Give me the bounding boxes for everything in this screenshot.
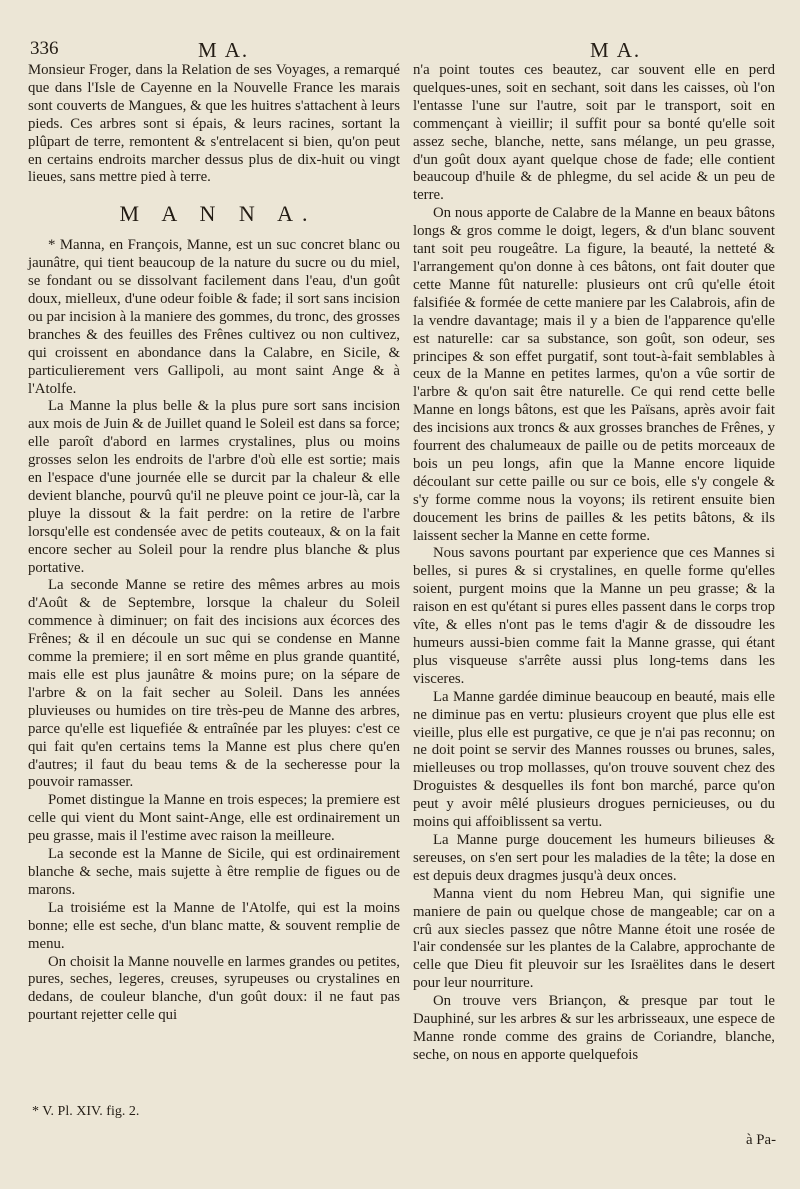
paragraph: La troisiéme est la Manne de l'Atolfe, qui est la moins bonne; elle est seche, d'un blanc matte, & souvent remplie de menu. (28, 899, 400, 952)
intro-paragraph: Monsieur Froger, dans la Relation de ses Voyages, a remarqué que dans l'Isle de Cayenne en la Nouvelle France les marais sont couverts de Mangues, & que les huitres s'attachent à leurs pieds. Ces arbres sont si épais, & leurs racines, sortant la plûpart de terre, remontent & s'entrelacent si bien, qu'on peut en certains endroits marcher dessus plus de dix-huit ou vingt lieues, sans mettre pied à terre. (28, 62, 400, 186)
paragraph: La seconde est la Manne de Sicile, qui est ordinairement blanche & seche, mais sujette à être remplie de figues ou de marons. (28, 846, 400, 898)
paragraph: La Manne gardée diminue beaucoup en beauté, mais elle ne diminue pas en vertu: plusieurs croyent que plus elle est vieille, plus elle est purgative, ce que je n'ai pas reconnu; on ne doit point se servir des Mannes rousses ou brunes, sales, mielleuses ou trop mollasses, qu'on trouve souvent chez des Droguistes & desquelles ils font bon marché, parce qu'on peut y avoir mêlé plusieurs drogues pernicieuses, ou du moins qui affoiblissent sa vertu. (413, 688, 775, 831)
paragraph: Nous savons pourtant par experience que ces Mannes si belles, si pures & si crystalines, en quelle forme qu'elles soient, purgent moins que la Manne un peu grasse; & la raison en est qu'étant si pures elles passent dans le corps trop vîte, & elles n'ont pas le tems d'agir & de dissoudre les humeurs aussi-bien comme fait la Manne grasse, qui étant plus visqueuse s'arrête aussi plus long-tems dans les visceres. (413, 545, 775, 687)
paragraph: La seconde Manne se retire des mêmes arbres au mois d'Août & de Septembre, lorsque la chaleur du Soleil commence à diminuer; on fait des incisions aux écorces des Frênes; & il en découle un suc qui se condense en Manne comme la premiere; il en sort même en plus grande quantité, mais elle est plus jaunâtre & moins pure; on la sépare de l'arbre & on la fait secher au Soleil. Dans les années pluvieuses ou humides on tire très-peu de Manne des arbres, parce qu'elle est liquefiée & entraînée par les pluyes: c'est ce qui fait qu'en certains tems la Manne est plus chere qu'en d'autres; il faut du beau tems & de la secheresse pour la pouvoir ramasser. (28, 577, 400, 791)
paragraph: Pomet distingue la Manne en trois especes; la premiere est celle qui vient du Mont saint-Ange, elle est ordinairement un peu grasse, mais il l'estime avec raison la meilleure. (28, 792, 400, 845)
running-head-left: M A. (198, 38, 250, 62)
running-head-right: M A. (590, 38, 642, 62)
paragraph: On choisit la Manne nouvelle en larmes grandes ou petites, pures, seches, legeres, creuses, syrupeuses ou crystalines en dedans, de couleur blanche, d'un goût doux: il ne faut pas pourtant rejetter celle qui (28, 953, 400, 1024)
paragraph: n'a point toutes ces beautez, car souvent elle en perd quelques-unes, soit en sechant, soit dans les caisses, où l'on l'entasse l'une sur l'autre, soit par le transport, soit en commençant à vieillir; il suffit pour sa bonté qu'elle soit assez seche, blanche, nette, sans mélange, un peu grasse, d'un goût doux ayant quelque chose de fade; elle contient beaucoup d'huile & de phlegme, du sel acide & un peu de terre. (413, 62, 775, 204)
paragraph: On nous apporte de Calabre de la Manne en beaux bâtons longs & gros comme le doigt, legers, & d'un blanc souvent tant soit peu rougeâtre. La figure, la beauté, la netteté & l'arrangement qu'on donne à ces bâtons, ont fait douter que cette Manne fût naturelle: plusieurs ont crû qu'elle étoit falsifiée & formée de cette maniere par les Calabrois, afin de la vendre davantage; mais il y a bien de l'apparence qu'elle est naturelle: car sa substance, son goût, son odeur, ses principes & son effet purgatif, sont tout-à-fait semblables à ceux de la Manne en petites larmes, qu'on a vûe sortir de l'arbre & qu'on sait être naturelle. Ce qui rend cette belle Manne en longs bâtons, est que les Païsans, après avoir fait des incisions aux troncs & aux grosses branches de Frênes, y fourrent des chalumeaux de paille ou de petits morceaux de bois un peu longs, afin que la Manne encore liquide découlant sur cette paille ou sur ce bois, elle s'y congele & s'y forme comme nous la voyons; ils retirent ensuite bien doucement les brins de pailles & les petits bâtons, & ils laissent secher la Manne en cette forme. (413, 205, 775, 544)
paragraph: La Manne purge doucement les humeurs bilieuses & sereuses, on s'en sert pour les maladies de la tête; la dose en est depuis deux dragmes jusqu'à deux onces. (413, 831, 775, 884)
paragraph: Manna vient du nom Hebreu Man, qui signifie une maniere de pain ou quelque chose de mangeable; car on a crû aux siecles passez que nôtre Manne étoit une rosée de l'air condensée sur les plantes de la Calabre, approchante de celle que Dieu fit pleuvoir sur les Israëlites dans le desert pour leur nourriture. (413, 885, 775, 992)
left-column (28, 62, 400, 1025)
page-number: 336 (30, 38, 59, 59)
paragraph: On trouve vers Briançon, & presque par tout le Dauphiné, sur les arbres & sur les arbrisseaux, une espece de Manne ronde comme des grains de Coriandre, blanche, seche, on nous en apporte quelquefois (413, 993, 775, 1063)
column-gutter (405, 70, 406, 1110)
footnote: * V. Pl. XIV. fig. 2. (32, 1104, 140, 1119)
paragraph: * Manna, en François, Manne, est un suc concret blanc ou jaunâtre, qui tient beaucoup de la nature du sucre ou du miel, se fondant ou se dissolvant facilement dans l'eau, d'un goût doux, mielleux, d'une odeur foible & fade; il sort sans incision ou par incision à la maniere des gommes, du tronc, des grosses branches & des feuilles des Frênes cultivez ou non cultivez, qui croissent en abondance dans la Calabre, en Sicile, & particulierement vers Gallipoli, au mont saint Ange & à l'Atolfe. (28, 237, 400, 397)
right-column (413, 62, 775, 1065)
paragraph: La Manne la plus belle & la plus pure sort sans incision aux mois de Juin & de Juillet quand le Soleil est dans sa force; elle paroît d'abord en larmes crystalines, plus ou moins grosses selon les endroits de l'arbre d'où elle est sortie; mais en l'espace d'une journée elle se durcit par la chaleur & elle devient blanche, pourvû qu'il ne pleuve point ce jour-là, car la pluye la dissout & la fait perdre: on la retire de l'arbre lorsqu'elle est condensée avec de petits couteaux, & on la fait encore secher au Soleil pour la rendre plus blanche & plus portative. (28, 398, 400, 576)
catchword: à Pa- (746, 1132, 776, 1148)
article-title: M A N N A. (119, 201, 317, 227)
